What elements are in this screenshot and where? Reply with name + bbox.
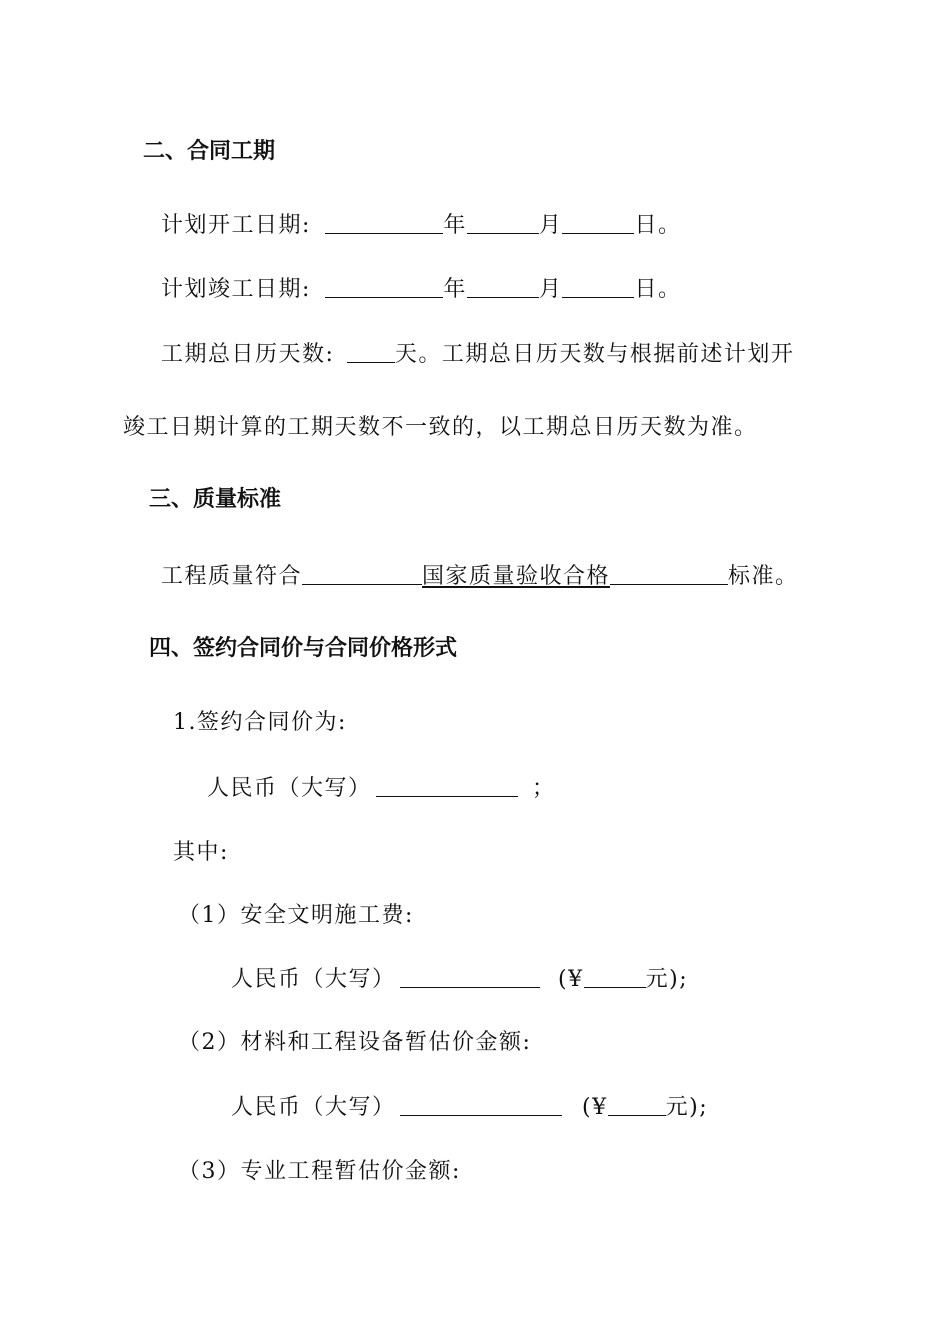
section-4-title: 四、签约合同价与合同价格形式 — [149, 636, 458, 661]
safety-fee-words-blank[interactable] — [400, 965, 540, 988]
start-year-blank[interactable] — [325, 211, 443, 234]
day-label: 日。 — [634, 277, 682, 302]
total-days-text: 天。工期总日历天数与根据前述计划开 — [394, 342, 795, 367]
section-2-title: 二、合同工期 — [143, 139, 276, 164]
month-label: 月 — [538, 213, 563, 238]
finish-day-blank[interactable] — [562, 275, 634, 298]
year-label: 年 — [443, 277, 467, 302]
safety-fee-amount-blank[interactable] — [584, 965, 646, 988]
quality-prefix: 工程质量符合 — [161, 564, 303, 589]
year-label: 年 — [443, 213, 467, 238]
rmb-label: 人民币（大写） — [231, 967, 396, 992]
contract-price-blank[interactable] — [376, 774, 518, 797]
contract-price-item: 1.签约合同价为: — [173, 710, 347, 735]
yen-open: (¥ — [582, 1095, 608, 1120]
yuan-close: 元); — [665, 1095, 709, 1120]
item-material-estimate: （2）材料和工程设备暂估价金额: — [178, 1030, 532, 1055]
yen-open: (¥ — [558, 967, 584, 992]
total-days-line — [161, 340, 794, 370]
finish-month-blank[interactable] — [467, 275, 539, 298]
material-words-blank[interactable] — [400, 1093, 562, 1116]
rmb-label: 人民币（大写） — [207, 776, 372, 801]
start-day-blank[interactable] — [562, 211, 634, 234]
material-amount-blank[interactable] — [608, 1093, 666, 1116]
contract-price-rmb-line — [207, 774, 556, 804]
yuan-close: 元); — [645, 967, 689, 992]
semicolon: ； — [532, 776, 556, 801]
quality-suffix: 标准。 — [728, 564, 799, 589]
start-label: 计划开工日期: — [161, 213, 311, 238]
quality-value[interactable]: 国家质量验收合格 — [422, 564, 611, 589]
planned-finish-date — [161, 275, 681, 305]
total-days-continuation: 竣工日期计算的工期天数不一致的，以工期总日历天数为准。 — [123, 415, 758, 440]
finish-year-blank[interactable] — [325, 275, 443, 298]
total-days-blank[interactable] — [347, 340, 395, 363]
item-safety-fee: （1）安全文明施工费: — [178, 903, 414, 928]
quality-standard-line — [161, 562, 799, 592]
safety-fee-rmb-line — [231, 965, 688, 995]
among-label: 其中: — [173, 840, 229, 865]
start-month-blank[interactable] — [467, 211, 539, 234]
section-3-title: 三、质量标准 — [149, 487, 282, 512]
quality-blank-left[interactable] — [302, 562, 422, 585]
month-label: 月 — [538, 277, 563, 302]
item-special-estimate: （3）专业工程暂估价金额: — [178, 1159, 461, 1184]
quality-blank-right[interactable] — [610, 562, 728, 585]
total-label: 工期总日历天数: — [161, 342, 335, 367]
day-label: 日。 — [634, 213, 682, 238]
finish-label: 计划竣工日期: — [161, 277, 311, 302]
rmb-label: 人民币（大写） — [231, 1095, 396, 1120]
planned-start-date — [161, 211, 681, 241]
material-estimate-rmb-line — [231, 1093, 708, 1123]
